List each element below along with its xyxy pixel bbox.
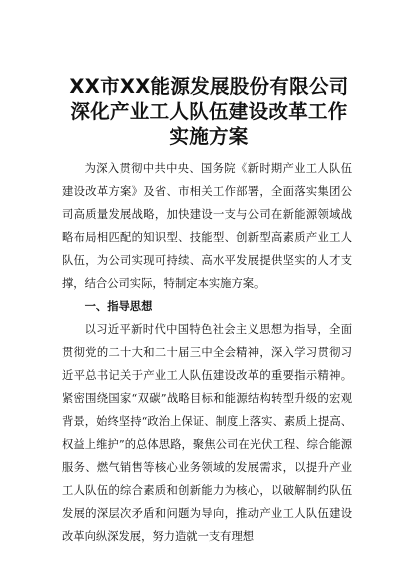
intro-paragraph: 为深入贯彻中共中央、国务院《新时期产业工人队伍建设改革方案》及省、市相关工作部署，全面落实集团公司高质量发展战略，加快建设一支与公司在新能源领域战略布局相匹配的知识型、技能型、创新型高素质产业工人队伍，为公司实现可持续、高水平发展提供坚实的人才支撑，结合公司实际，特制定本实施方案。	[62, 162, 352, 290]
document-body	[62, 157, 352, 548]
section-paragraph-guiding-ideology: 以习近平新时代中国特色社会主义思想为指导，全面贯彻党的二十大和二十届三中全会精神，深入学习贯彻习近平总书记关于产业工人队伍建设改革的重要指示精神。紧密围绕国家“双碳”战略目标和能源结构转型升级的宏观背景，始终坚持“政治上保证、制度上落实、素质上提高、权益上维护”的总体思路，聚焦公司在光伏工程、综合能源服务、燃气销售等核心业务领域的发展需求，以提升产业工人队伍的综合素质和创新能力为核心，以破解制约队伍发展的深层次矛盾和问题为导向，推动产业工人队伍建设改革向纵深发展，努力造就一支有理想	[62, 323, 352, 543]
document-title: XX市XX能源发展股份有限公司深化产业工人队伍建设改革工作实施方案	[69, 75, 349, 148]
section-heading-guiding-ideology: 一、指导思想	[84, 300, 153, 313]
